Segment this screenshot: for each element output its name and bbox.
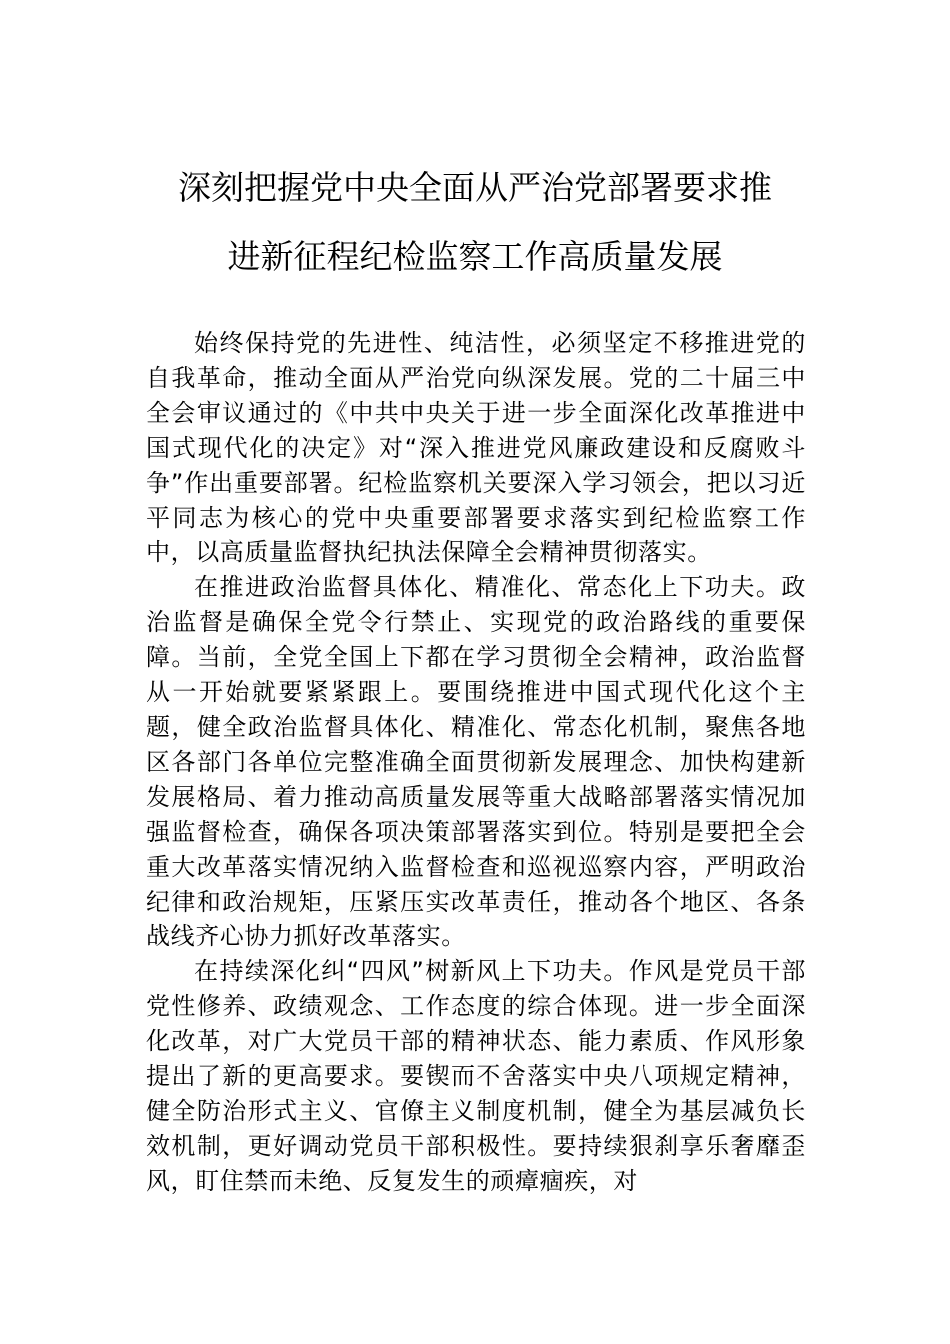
document-title-line-1: 深刻把握党中央全面从严治党部署要求推 bbox=[178, 168, 772, 207]
paragraph-1: 始终保持党的先进性、纯洁性，必须坚定不移推进党的自我革命，推动全面从严治党向纵深发展。党的二十届三中全会审议通过的《中共中央关于进一步全面深化改革推进中国式现代化的决定》对“深入推进党风廉政建设和反腐败斗争”作出重要部署。纪检监察机关要深入学习领会，把以习近平同志为核心的党中央重要部署要求落实到纪检监察工作中，以高质量监督执纪执法保障全会精神贯彻落实。 bbox=[146, 329, 806, 567]
document-body bbox=[146, 326, 806, 1199]
paragraph-2: 在推进政治监督具体化、精准化、常态化上下功夫。政治监督是确保全党令行禁止、实现党的政治路线的重要保障。当前，全党全国上下都在学习贯彻全会精神，政治监督从一开始就要紧紧跟上。要围绕推进中国式现代化这个主题，健全政治监督具体化、精准化、常态化机制，聚焦各地区各部门各单位完整准确全面贯彻新发展理念、加快构建新发展格局、着力推动高质量发展等重大战略部署落实情况加强监督检查，确保各项决策部署落实到位。特别是要把全会重大改革落实情况纳入监督检查和巡视巡察内容，严明政治纪律和政治规矩，压紧压实改革责任，推动各个地区、各条战线齐心协力抓好改革落实。 bbox=[146, 573, 806, 951]
document-title-line-2: 进新征程纪检监察工作高质量发展 bbox=[227, 237, 723, 276]
paragraph-3: 在持续深化纠“四风”树新风上下功夫。作风是党员干部党性修养、政绩观念、工作态度的综合体现。进一步全面深化改革，对广大党员干部的精神状态、能力素质、作风形象提出了新的更高要求。要锲而不舍落实中央八项规定精神，健全防治形式主义、官僚主义制度机制，健全为基层减负长效机制，更好调动党员干部积极性。要持续狠刹享乐奢靡歪风，盯住禁而未绝、反复发生的顽瘴痼疾，对 bbox=[146, 957, 806, 1195]
